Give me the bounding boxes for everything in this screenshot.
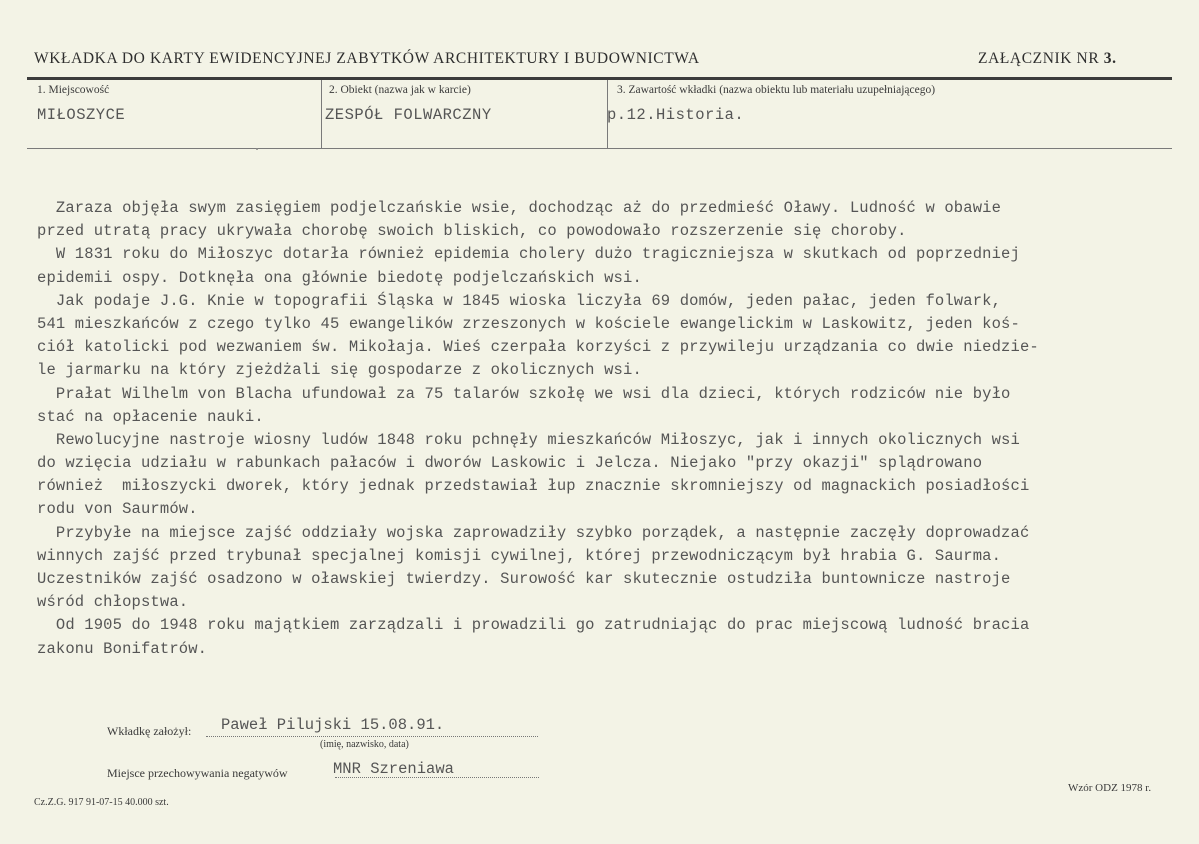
field-divider-1	[321, 80, 322, 148]
text-line: Zaraza objęła swym zasięgiem podjelczańskie wsie, dochodząc aż do przedmieść Oławy. Ludność w obawie	[37, 199, 1002, 217]
text-line: W 1831 roku do Miłoszyc dotarła również epidemia cholery dużo tragiczniejsza w skutkach od poprzedniej	[37, 245, 1020, 264]
negatives-value: MNR Szreniawa	[333, 760, 454, 778]
text-line: rodu von Saurmów.	[37, 500, 198, 519]
annex-label: ZAŁĄCZNIK NR	[978, 50, 1100, 67]
text-line: Uczestników zajść osadzono w oławskiej twierdzy. Surowość kar skutecznie ostudziła buntownicze nastroje	[37, 570, 1011, 588]
text-line: epidemii ospy. Dotknęła ona głównie biedotę podjelczańskich wsi.	[37, 268, 642, 287]
text-line: le jarmarku na który zjeżdżali się gospodarze z okolicznych wsi.	[37, 361, 642, 380]
place-label: 1. Miejscowość	[37, 84, 110, 96]
form-title: WKŁADKA DO KARTY EWIDENCYJNEJ ZABYTKÓW ARCHITEKTURY I BUDOWNICTWA	[34, 50, 700, 67]
negatives-label: Miejsce przechowywania negatywów	[107, 766, 288, 780]
annex-number	[978, 50, 1117, 68]
text-line: Przybyłe na miejsce zajść oddziały wojska zaprowadziły szybko porządek, a następnie zaczęły doprowadzać	[37, 523, 1030, 542]
object-value: ZESPÓŁ FOLWARCZNY	[325, 106, 492, 124]
text-line: ciół katolicki pod wezwaniem św. Mikołaja. Wieś czerpała korzyści z przywileju urządzania co dwie niedzie-	[37, 338, 1039, 357]
text-line: Jak podaje J.G. Knie w topografii Śląska w 1845 wioska liczyła 69 domów, jeden pałac, jeden folwark,	[37, 291, 1002, 310]
text-line: Prałat Wilhelm von Blacha ufundował za 75 talarów szkołę we wsi dla dzieci, których rodziców nie było	[37, 384, 1011, 403]
speck	[256, 148, 258, 150]
text-line: winnych zajść przed trybunał specjalnej komisji cywilnej, której przewodniczącym był hrabia G. Saurma.	[37, 546, 1002, 565]
print-info: Cz.Z.G. 917 91-07-15 40.000 szt.	[34, 797, 169, 808]
text-line: 541 mieszkańców z czego tylko 45 ewangelików zrzeszonych w kościele ewangelickim w Laskowitz, jeden koś-	[37, 314, 1020, 333]
author-hint: (imię, nazwisko, data)	[320, 739, 409, 750]
text-line: również miłoszycki dworek, który jednak przedstawiał łup znacznie skromniejszy od magnackich posiadłości	[37, 477, 1030, 496]
form-model: Wzór ODZ 1978 r.	[1068, 782, 1152, 794]
author-value: Paweł Pilujski 15.08.91.	[221, 716, 445, 734]
annex-value: 3.	[1103, 50, 1117, 67]
text-line: do wzięcia udziału w rabunkach pałaców i dworów Laskowic i Jelcza. Niejako "przy okazji" splądrowano	[37, 454, 983, 473]
content-value: p.12.Historia.	[607, 106, 745, 124]
place-value: MIŁOSZYCE	[37, 106, 126, 124]
text-line: wśród chłopstwa.	[37, 593, 189, 612]
object-label: 2. Obiekt (nazwa jak w karcie)	[329, 84, 471, 96]
author-dotline	[206, 736, 538, 737]
author-label: Wkładkę założył:	[107, 724, 192, 738]
negatives-dotline	[335, 777, 539, 778]
text-line: stać na opłacenie nauki.	[37, 407, 264, 426]
history-text	[37, 197, 1177, 661]
text-line: Od 1905 do 1948 roku majątkiem zarządzali i prowadzili go zatrudniając do prac miejscową ludność bracia	[37, 616, 1030, 635]
text-line: zakonu Bonifatrów.	[37, 639, 208, 658]
fields-bottom-rule	[27, 148, 1172, 149]
header-rule	[27, 77, 1172, 80]
content-label: 3. Zawartość wkładki (nazwa obiektu lub materiału uzupełniającego)	[617, 84, 936, 96]
text-line: Rewolucyjne nastroje wiosny ludów 1848 roku pchnęły mieszkańców Miłoszyc, jak i innych okolicznych wsi	[37, 430, 1020, 449]
text-line: przed utratą pracy ukrywała chorobę swoich bliskich, co powodowało rozszerzenie się choroby.	[37, 222, 907, 241]
